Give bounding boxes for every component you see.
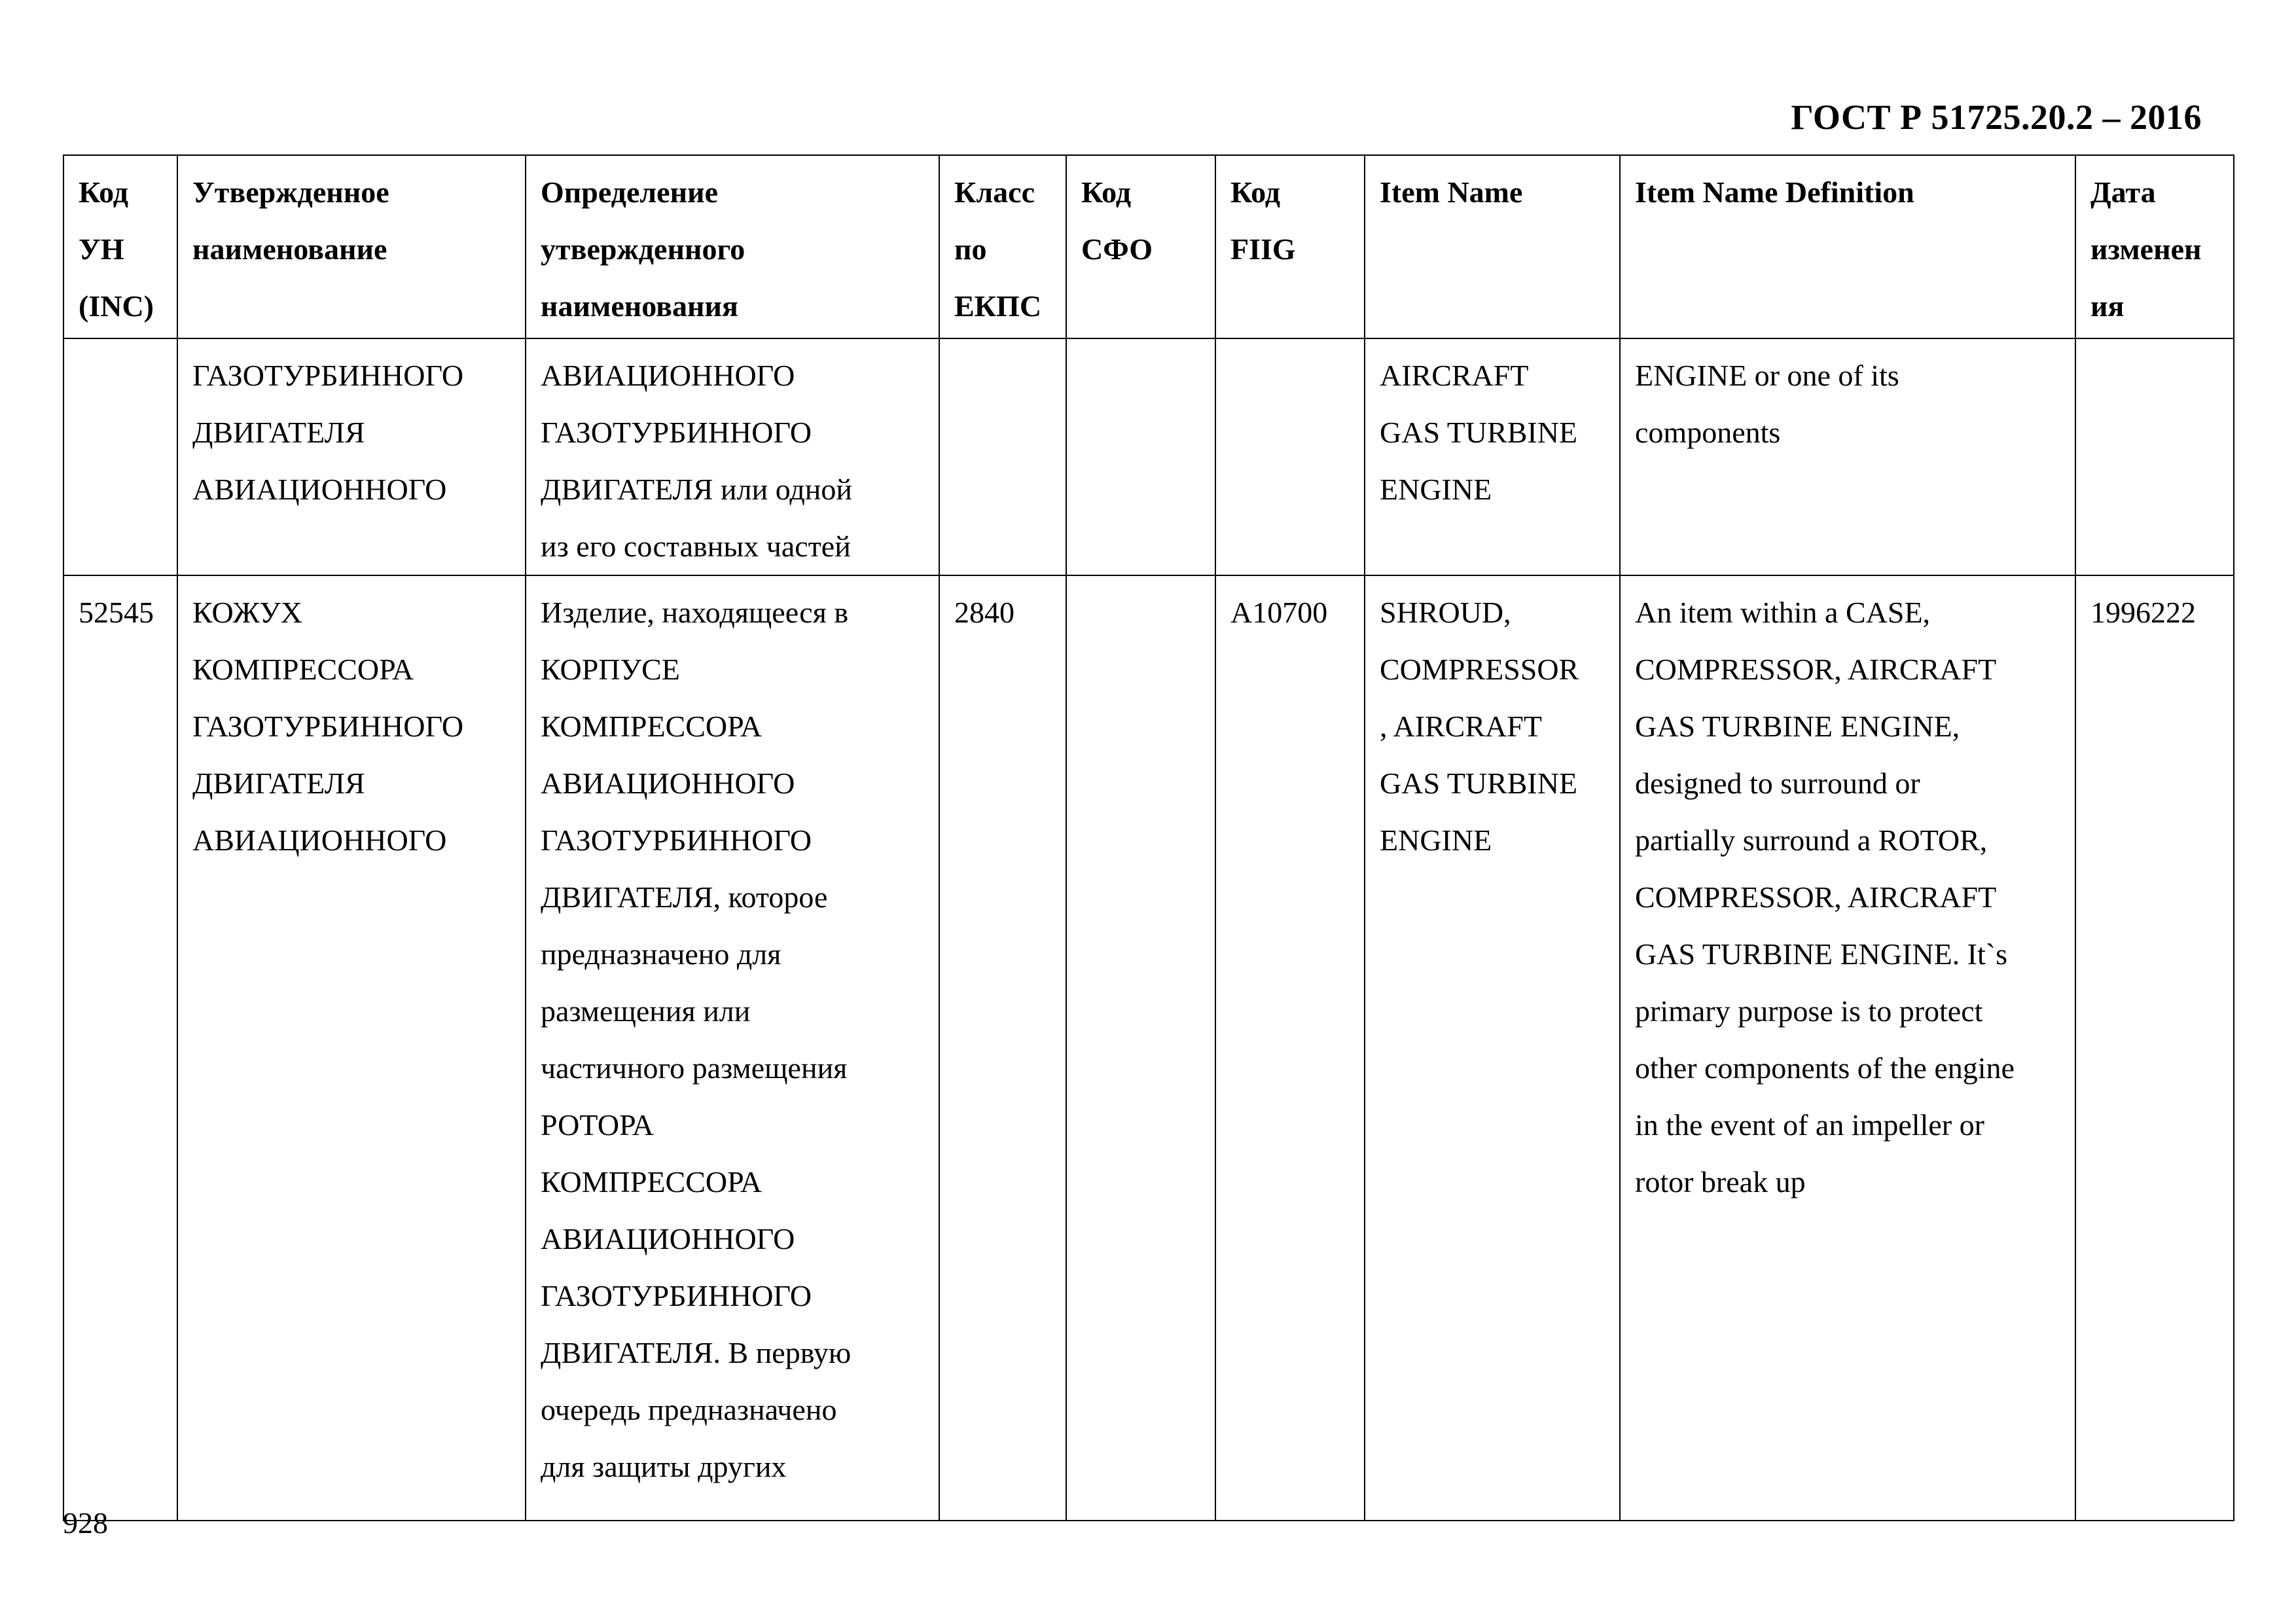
cell-inc-code: 52545 (63, 575, 177, 1521)
cell-change-date: 1996222 (2075, 575, 2234, 1521)
cell-class (939, 338, 1066, 575)
document-header: ГОСТ Р 51725.20.2 – 2016 (1791, 98, 2202, 137)
table-row (63, 338, 2234, 575)
cell-change-date (2075, 338, 2234, 575)
header-item-name-definition: Item Name Definition (1620, 155, 2075, 338)
cell-name-definition: АВИАЦИОННОГО ГАЗОТУРБИННОГО ДВИГАТЕЛЯ или одной из его составных частей (526, 338, 939, 575)
header-name-definition: Определение утвержденного наименования (526, 155, 939, 338)
cell-fiig-code (1215, 338, 1365, 575)
cell-approved-name: ГАЗОТУРБИННОГО ДВИГАТЕЛЯ АВИАЦИОННОГО (177, 338, 526, 575)
cell-approved-name: КОЖУХ КОМПРЕССОРА ГАЗОТУРБИННОГО ДВИГАТЕЛЯ АВИАЦИОННОГО (177, 575, 526, 1521)
header-sfo-code: Код СФО (1066, 155, 1215, 338)
cell-sfo-code (1066, 575, 1215, 1521)
table-header-row (63, 155, 2234, 338)
table-row (63, 575, 2234, 1521)
cell-item-name: AIRCRAFT GAS TURBINE ENGINE (1365, 338, 1620, 575)
header-inc-code: Код УН (INC) (63, 155, 177, 338)
cell-name-definition: Изделие, находящееся в КОРПУСЕ КОМПРЕССОРА АВИАЦИОННОГО ГАЗОТУРБИННОГО ДВИГАТЕЛЯ, которое предназначено для размещения или частичного размещения РОТОРА КОМПРЕССОРА АВИАЦИОННОГО ГАЗОТУРБИННОГО ДВИГАТЕЛЯ. В первую очередь предназначено для защиты других (526, 575, 939, 1521)
cell-fiig-code: A10700 (1215, 575, 1365, 1521)
cell-sfo-code (1066, 338, 1215, 575)
header-item-name: Item Name (1365, 155, 1620, 338)
cell-item-name-definition: ENGINE or one of its components (1620, 338, 2075, 575)
header-class: Класс по ЕКПС (939, 155, 1066, 338)
header-approved-name: Утвержденное наименование (177, 155, 526, 338)
page-number: 928 (63, 1506, 108, 1540)
header-fiig-code: Код FIIG (1215, 155, 1365, 338)
cell-item-name-definition: An item within a CASE, COMPRESSOR, AIRCRAFT GAS TURBINE ENGINE, designed to surround or partially surround a ROTOR, COMPRESSOR, AIRCRAFT GAS TURBINE ENGINE. It`s primary purpose is to protect other components of the engine in the event of an impeller or rotor break up (1620, 575, 2075, 1521)
cell-item-name: SHROUD, COMPRESSOR , AIRCRAFT GAS TURBINE ENGINE (1365, 575, 1620, 1521)
classification-table (63, 154, 2234, 1521)
header-change-date: Дата изменен ия (2075, 155, 2234, 338)
cell-class: 2840 (939, 575, 1066, 1521)
cell-inc-code (63, 338, 177, 575)
